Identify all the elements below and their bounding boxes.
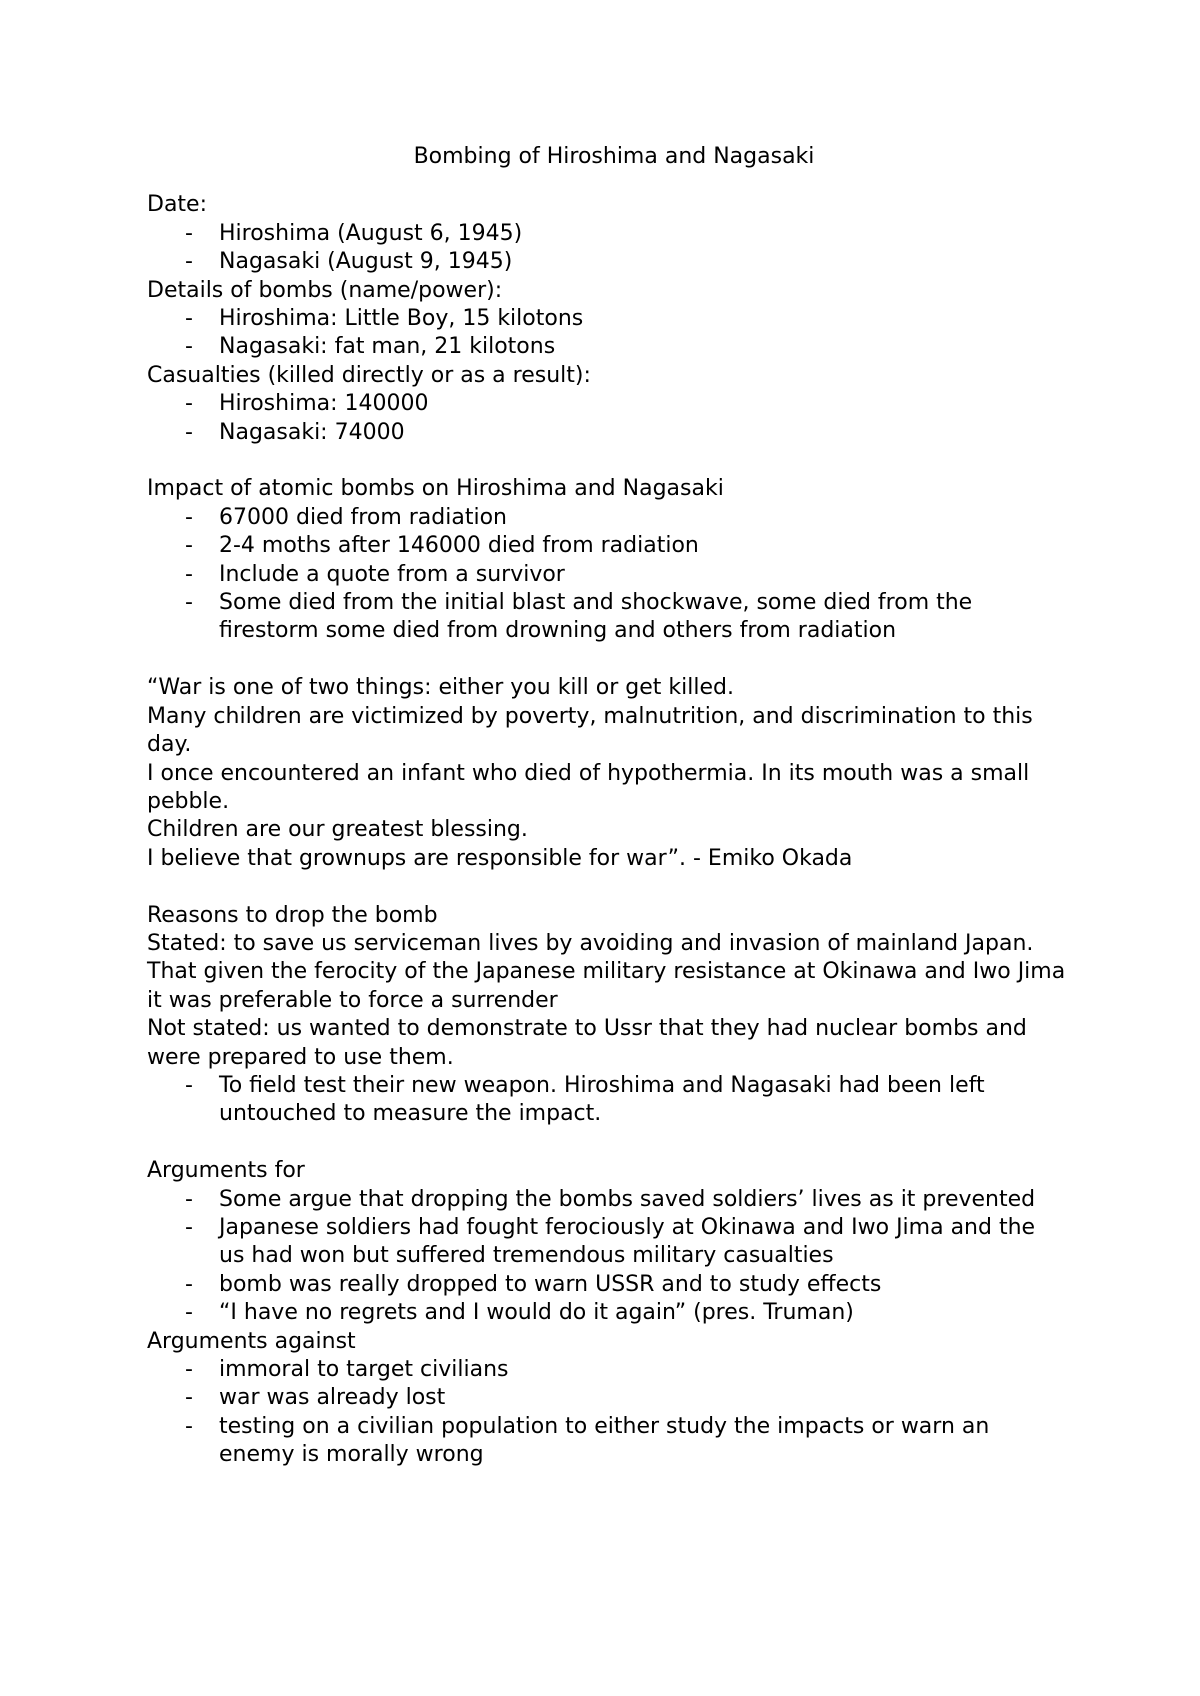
bombs-heading: Details of bombs (name/power): xyxy=(147,277,503,303)
dash-bullet: - xyxy=(185,504,193,530)
casualties-list xyxy=(147,390,1067,447)
reasons-stated: Stated: to save us serviceman lives by avoiding and invasion of mainland Japan. That given the ferocity of the Japanese military resistance at Okinawa and Iwo Jima it was preferable to force a surrender xyxy=(147,930,1066,1013)
arguments-for-list xyxy=(147,1186,1067,1328)
document-title: Bombing of Hiroshima and Nagasaki xyxy=(413,144,815,169)
quote-line: Many children are victimized by poverty, malnutrition, and discrimination to this day. xyxy=(147,703,1033,758)
dash-bullet: - xyxy=(185,1357,193,1382)
dash-bullet: - xyxy=(185,590,193,616)
arguments-against-heading: Arguments against xyxy=(147,1328,356,1354)
spacer xyxy=(147,447,1067,475)
list-item: - Some argue that dropping the bombs saved soldiers’ lives as it prevented xyxy=(147,1186,1067,1214)
list-item: - Hiroshima: Little Boy, 15 kilotons xyxy=(147,305,1067,333)
dash-bullet: - xyxy=(185,220,193,246)
quote-line: I believe that grownups are responsible for war”. - Emiko Okada xyxy=(147,845,853,871)
list-item: - Hiroshima: 140000 xyxy=(147,390,1067,418)
dash-bullet: - xyxy=(185,1300,193,1326)
spacer xyxy=(147,646,1067,674)
list-item: - Hiroshima (August 6, 1945) xyxy=(147,220,1067,248)
survivor-quote xyxy=(147,674,1067,873)
list-item: - Some died from the initial blast and shockwave, some died from the firestorm some died from drowning and others from radiation xyxy=(185,590,973,644)
date-list xyxy=(147,220,1067,277)
list-item: - Nagasaki: 74000 xyxy=(147,419,1067,447)
dash-bullet: - xyxy=(185,1385,193,1411)
dash-bullet: - xyxy=(185,1271,193,1297)
dash-bullet: - xyxy=(185,561,193,587)
date-heading: Date: xyxy=(147,192,207,218)
quote-line: I once encountered an infant who died of hypothermia. In its mouth was a small pebble. xyxy=(147,760,1030,814)
impact-heading: Impact of atomic bombs on Hiroshima and Nagasaki xyxy=(147,476,724,502)
reasons-heading: Reasons to drop the bomb xyxy=(147,902,438,928)
dash-bullet: - xyxy=(185,391,193,417)
dash-bullet: - xyxy=(185,306,193,332)
list-item: - bomb was really dropped to warn USSR and to study effects xyxy=(147,1271,1067,1299)
list-item: - “I have no regrets and I would do it again” (pres. Truman) xyxy=(147,1299,1067,1327)
dash-bullet: - xyxy=(185,334,193,360)
impact-list xyxy=(147,504,1067,646)
list-item: - Nagasaki (August 9, 1945) xyxy=(147,248,1067,276)
dash-bullet: - xyxy=(185,533,193,559)
dash-bullet: - xyxy=(185,1413,193,1439)
dash-bullet: - xyxy=(185,1186,193,1212)
document-body xyxy=(147,143,1067,1470)
list-item: - 2-4 moths after 146000 died from radiation xyxy=(147,532,1067,560)
casualties-heading: Casualties (killed directly or as a result): xyxy=(147,362,591,388)
list-item: - testing on a civilian population to either study the impacts or warn an enemy is morally wrong xyxy=(185,1413,990,1468)
reasons-list xyxy=(147,1072,1067,1129)
list-item: - Nagasaki: fat man, 21 kilotons xyxy=(147,333,1067,361)
arguments-against-list xyxy=(147,1356,1067,1470)
dash-bullet: - xyxy=(185,1214,193,1240)
quote-line: “War is one of two things: either you kill or get killed. xyxy=(147,675,734,701)
list-item: - Include a quote from a survivor xyxy=(147,561,1067,589)
dash-bullet: - xyxy=(185,1072,193,1098)
dash-bullet: - xyxy=(185,419,193,445)
list-item: - immoral to target civilians xyxy=(147,1356,1067,1384)
list-item: - To field test their new weapon. Hiroshima and Nagasaki had been left untouched to measure the impact. xyxy=(185,1072,985,1127)
list-item: - war was already lost xyxy=(147,1384,1067,1412)
quote-line: Children are our greatest blessing. xyxy=(147,817,528,843)
list-item: - 67000 died from radiation xyxy=(147,504,1067,532)
bombs-list xyxy=(147,305,1067,362)
dash-bullet: - xyxy=(185,249,193,275)
spacer xyxy=(147,1129,1067,1157)
reasons-not-stated: Not stated: us wanted to demonstrate to Ussr that they had nuclear bombs and were prepared to use them. xyxy=(147,1016,1027,1070)
list-item: - Japanese soldiers had fought ferociously at Okinawa and Iwo Jima and the us had won but suffered tremendous military casualties xyxy=(185,1214,1036,1269)
arguments-for-heading: Arguments for xyxy=(147,1158,305,1184)
spacer xyxy=(147,873,1067,901)
